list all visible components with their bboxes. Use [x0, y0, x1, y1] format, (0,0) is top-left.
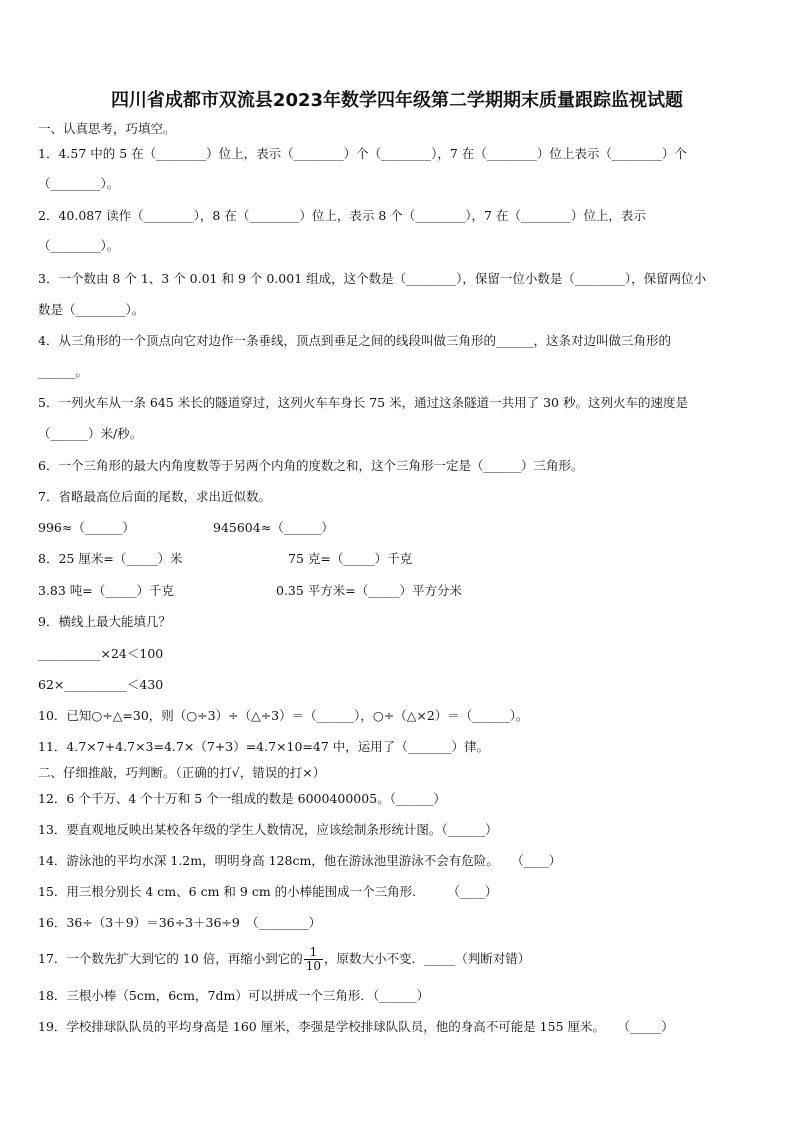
question-8-item-b: 75 克=（_____）千克 [288, 551, 413, 566]
question-19: 19．学校排球队队员的平均身高是 160 厘米，李强是学校排球队队员，他的身高不可能是 155 厘米。 （_____） [38, 1019, 674, 1034]
question-5-line-1: 5．一列火车从一条 645 米长的隧道穿过，这列火车车身长 75 米，通过这条隧道一共用了 30 秒。这列火车的速度是 [38, 395, 688, 410]
question-5-line-2: （______）米/秒。 [38, 426, 143, 441]
question-10: 10．已知○÷△=30，则（○÷3）÷（△÷3）＝（______），○÷（△×2）＝（______）。 [38, 708, 529, 723]
page-title: 四川省成都市双流县2023年数学四年级第二学期期末质量跟踪监视试题 [110, 90, 684, 111]
question-14: 14．游泳池的平均水深 1.2m，明明身高 128cm，他在游泳池里游泳不会有危险。 （____） [38, 853, 562, 868]
question-15: 15．用三根分别长 4 cm、6 cm 和 9 cm 的小棒能围成一个三角形. （____） [38, 884, 498, 899]
question-1-line-1: 1．4.57 中的 5 在（________）位上，表示（________）个（________），7 在（________）位上表示（________）个 [38, 146, 687, 161]
question-17-text-after: ，原数大小不变．_____（判断对错） [324, 951, 531, 966]
question-3-line-1: 3．一个数由 8 个 1、3 个 0.01 和 9 个 0.001 组成，这个数是（________），保留一位小数是（________），保留两位小 [38, 271, 707, 286]
section-2-heading: 二、仔细推敲，巧判断。（正确的打√，错误的打×） [38, 765, 326, 780]
question-13: 13．要直观地反映出某校各年级的学生人数情况，应该绘制条形统计图。（______） [38, 822, 498, 837]
question-9: 9．横线上最大能填几？ [38, 614, 171, 629]
question-8-item-a: 8．25 厘米=（_____）米 [38, 551, 183, 566]
section-1-heading: 一、认真思考，巧填空。 [38, 121, 176, 136]
question-3-line-2: 数是（________）。 [38, 302, 145, 317]
question-2-line-1: 2．40.087 读作（________），8 在（________）位上，表示 8 个（________），7 在（________）位上，表示 [38, 208, 646, 223]
question-18: 18．三根小棒（5cm，6cm，7dm）可以拼成一个三角形．（______） [38, 988, 430, 1003]
question-7: 7．省略最高位后面的尾数，求出近似数。 [38, 489, 271, 504]
question-17 [38, 944, 758, 974]
fraction-one-tenth [304, 946, 323, 973]
fraction-numerator: 1 [304, 946, 323, 960]
question-16: 16．36÷（3＋9）＝36÷3＋36÷9 （________） [38, 915, 322, 930]
question-4-line-1: 4．从三角形的一个顶点向它对边作一条垂线，顶点到垂足之间的线段叫做三角形的______，这条对边叫做三角形的 [38, 333, 671, 348]
question-7-item-b: 945604≈（______） [213, 520, 334, 535]
question-6: 6．一个三角形的最大内角度数等于另两个内角的度数之和，这个三角形一定是（______）三角形。 [38, 458, 584, 473]
question-8-item-d: 0.35 平方米=（_____）平方分米 [276, 583, 463, 598]
question-11: 11．4.7×7+4.7×3=4.7×（7+3）=4.7×10=47 中，运用了（_______）律。 [38, 739, 490, 754]
question-9-item-a: __________×24＜100 [38, 646, 164, 661]
question-9-item-b: 62×__________＜430 [38, 677, 164, 692]
question-12: 12．6 个千万、4 个十万和 5 个一组成的数是 6000400005。（______） [38, 791, 446, 806]
question-8-item-c: 3.83 吨=（_____）千克 [38, 583, 175, 598]
question-1-line-2: （________）。 [38, 176, 120, 191]
question-4-line-2: ______。 [38, 364, 89, 379]
question-17-text-before: 17．一个数先扩大到它的 10 倍，再缩小到它的 [38, 951, 303, 966]
fraction-denominator: 10 [305, 959, 322, 973]
question-7-item-a: 996≈（______） [38, 520, 135, 535]
question-2-line-2: （________）。 [38, 238, 120, 253]
